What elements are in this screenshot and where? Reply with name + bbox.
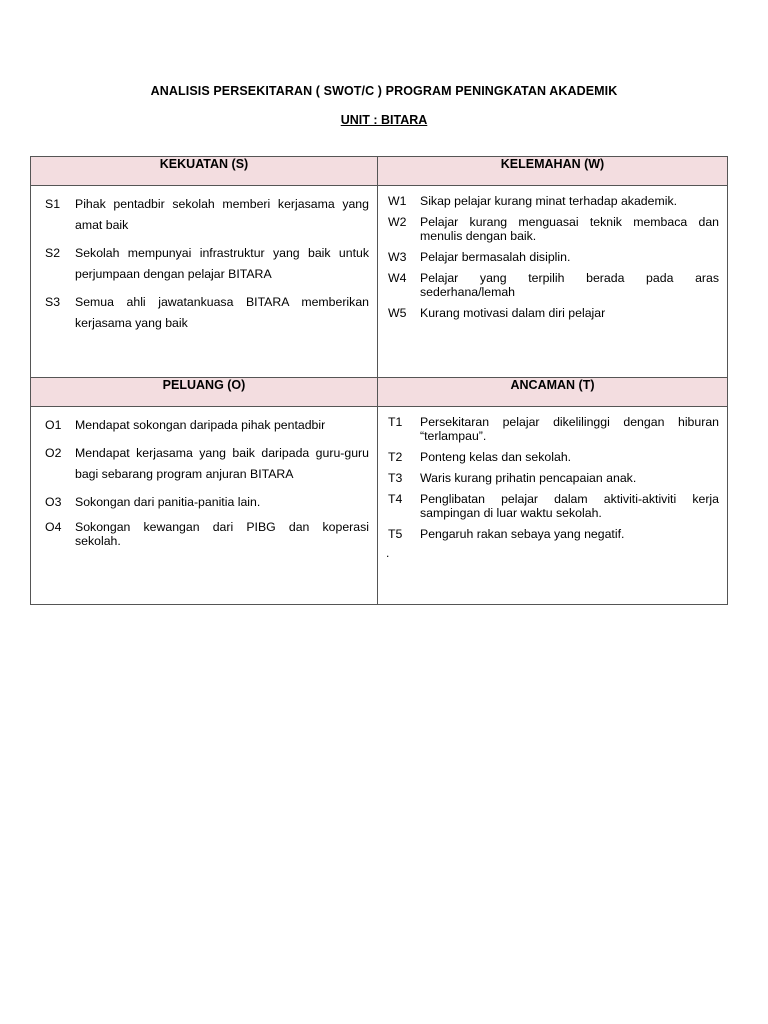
- header-row-bottom: [31, 378, 728, 407]
- list-item: [378, 450, 719, 464]
- body-row-bottom: [31, 407, 728, 605]
- list-item: [31, 194, 369, 236]
- item-code: O1: [45, 418, 62, 432]
- weaknesses-cell: [378, 186, 728, 378]
- item-code: W5: [388, 306, 407, 320]
- trailing-mark: .: [386, 546, 390, 560]
- item-text: Penglibatan pelajar dalam aktiviti-aktiviti kerja sampingan di luar waktu sekolah.: [420, 492, 719, 520]
- opportunities-list: [31, 407, 377, 548]
- item-text: Pelajar yang terpilih berada pada aras sederhana/lemah: [420, 271, 719, 299]
- item-code: T4: [388, 492, 403, 506]
- list-item: [378, 415, 719, 443]
- list-item: [31, 415, 369, 436]
- item-text: Persekitaran pelajar dikelilinggi dengan hiburan “terlampau”.: [420, 415, 719, 443]
- document-subtitle: [0, 113, 768, 127]
- weaknesses-header: KELEMAHAN (W): [378, 157, 728, 186]
- strengths-list: [31, 186, 377, 334]
- document-title: ANALISIS PERSEKITARAN ( SWOT/C ) PROGRAM PENINGKATAN AKADEMIK: [150, 84, 618, 98]
- item-code: W2: [388, 215, 407, 229]
- item-code: O4: [45, 520, 62, 534]
- swot-table: [30, 156, 728, 605]
- list-item: [378, 271, 719, 299]
- item-code: S1: [45, 197, 61, 211]
- unit-label: UNIT : BITARA: [340, 113, 428, 127]
- list-item: [31, 443, 369, 485]
- item-code: W3: [388, 250, 407, 264]
- item-text: Mendapat sokongan daripada pihak pentadbir: [75, 418, 326, 432]
- item-text: Sekolah mempunyai infrastruktur yang baik untuk perjumpaan dengan pelajar BITARA: [75, 246, 369, 281]
- list-item: [378, 492, 719, 520]
- threats-list: [378, 407, 727, 541]
- item-code: S2: [45, 246, 61, 260]
- item-text: Pelajar bermasalah disiplin.: [420, 250, 571, 264]
- item-text: Pelajar kurang menguasai teknik membaca dan menulis dengan baik.: [420, 215, 719, 243]
- item-code: S3: [45, 295, 61, 309]
- header-row-top: [31, 157, 728, 186]
- list-item: [31, 292, 369, 334]
- item-code: T2: [388, 450, 403, 464]
- strengths-header: KEKUATAN (S): [31, 157, 378, 186]
- item-text: Waris kurang prihatin pencapaian anak.: [420, 471, 637, 485]
- item-text: Sikap pelajar kurang minat terhadap akademik.: [420, 194, 678, 208]
- item-text: Sokongan kewangan dari PIBG dan koperasi sekolah.: [75, 520, 369, 548]
- item-text: Pengaruh rakan sebaya yang negatif.: [420, 527, 625, 541]
- item-text: Pihak pentadbir sekolah memberi kerjasama yang amat baik: [75, 197, 369, 232]
- item-text: Ponteng kelas dan sekolah.: [420, 450, 572, 464]
- list-item: [378, 250, 719, 264]
- item-code: W1: [388, 194, 407, 208]
- body-row-top: [31, 186, 728, 378]
- list-item: [31, 243, 369, 285]
- list-item: [378, 471, 719, 485]
- list-item: [31, 492, 369, 513]
- item-code: T1: [388, 415, 403, 429]
- item-code: T3: [388, 471, 403, 485]
- item-text: Sokongan dari panitia-panitia lain.: [75, 495, 261, 509]
- item-text: Mendapat kerjasama yang baik daripada guru-guru bagi sebarang program anjuran BITARA: [75, 446, 369, 481]
- item-code: T5: [388, 527, 403, 541]
- threats-header: ANCAMAN (T): [378, 378, 728, 407]
- list-item: [378, 215, 719, 243]
- threats-cell: [378, 407, 728, 605]
- list-item: [378, 194, 719, 208]
- item-code: O2: [45, 446, 62, 460]
- list-item: [31, 520, 369, 548]
- item-text: Semua ahli jawatankuasa BITARA memberikan kerjasama yang baik: [75, 295, 369, 330]
- strengths-cell: [31, 186, 378, 378]
- list-item: [378, 306, 719, 320]
- item-text: Kurang motivasi dalam diri pelajar: [420, 306, 606, 320]
- list-item: [378, 527, 719, 541]
- item-code: W4: [388, 271, 407, 285]
- opportunities-cell: [31, 407, 378, 605]
- item-code: O3: [45, 495, 62, 509]
- opportunities-header: PELUANG (O): [31, 378, 378, 407]
- weaknesses-list: [378, 186, 727, 320]
